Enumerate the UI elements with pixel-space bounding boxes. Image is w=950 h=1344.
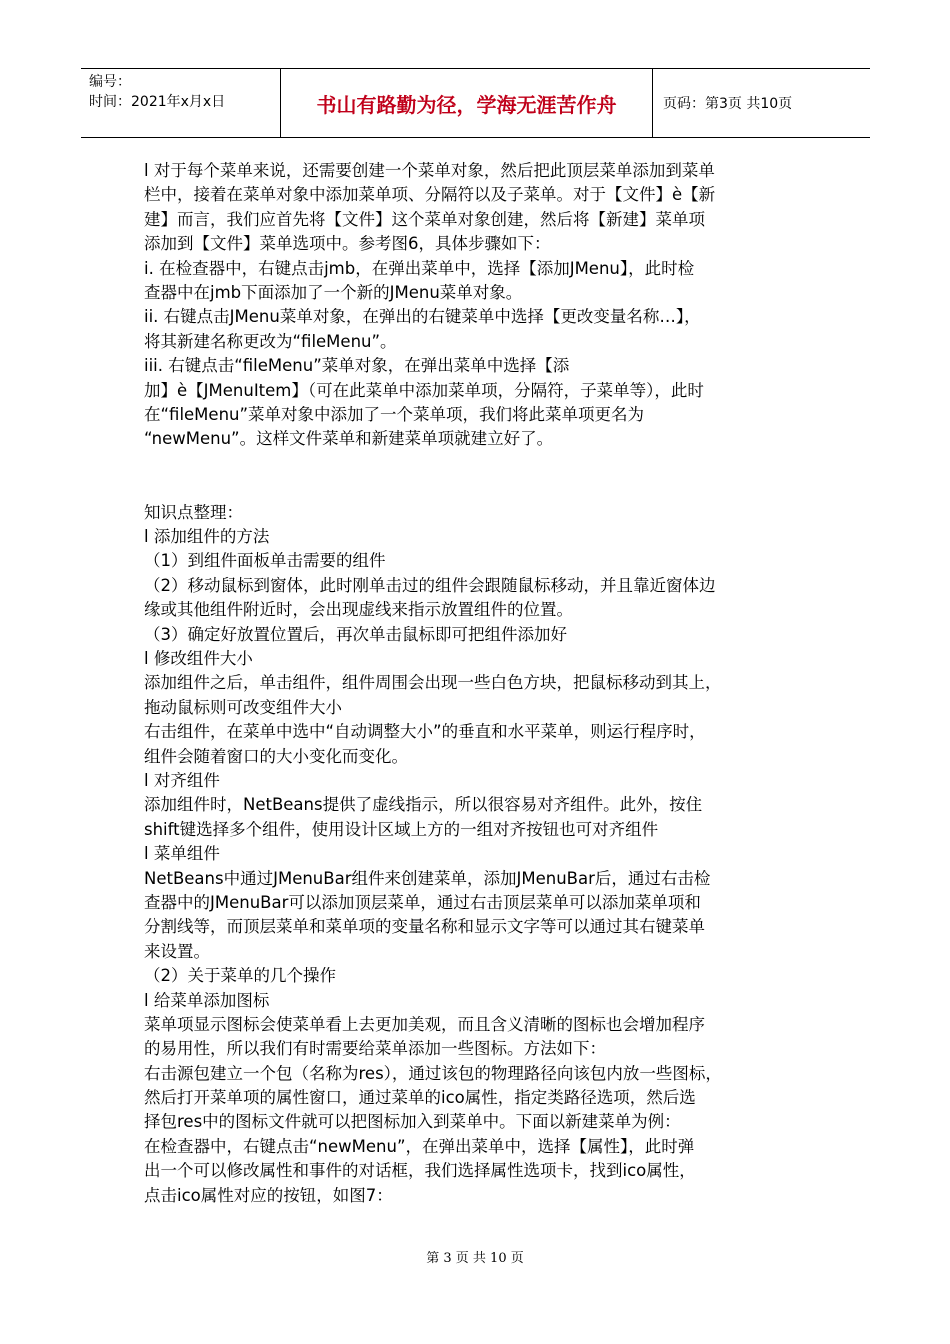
text-line: 菜单项显示图标会使菜单看上去更加美观，而且含义清晰的图标也会增加程序 xyxy=(144,1014,705,1034)
text-line: 的易用性，所以我们有时需要给菜单添加一些图标。方法如下： xyxy=(144,1039,606,1059)
text-line: shift键选择多个组件，使用设计区域上方的一组对齐按钮也可对齐组件 xyxy=(144,819,659,839)
document-body xyxy=(144,159,814,1208)
text-line: iii. 右键点击“fileMenu”菜单对象，在弹出菜单中选择【添 xyxy=(144,356,570,376)
text-line: 加】è【JMenuItem】（可在此菜单中添加菜单项，分隔符，子菜单等），此时 xyxy=(144,380,704,400)
page-header xyxy=(81,68,870,138)
text-line: （2）移动鼠标到窗体，此时刚单击过的组件会跟随鼠标移动，并且靠近窗体边 xyxy=(144,575,716,595)
text-line: （2）关于菜单的几个操作 xyxy=(144,966,336,986)
section-menu-steps xyxy=(144,159,814,452)
text-line: l 修改组件大小 xyxy=(144,649,253,669)
text-line: 在“fileMenu”菜单对象中添加了一个菜单项，我们将此菜单项更名为 xyxy=(144,404,645,424)
text-line: 然后打开菜单项的属性窗口，通过菜单的ico属性，指定类路径选项，然后选 xyxy=(144,1088,696,1108)
text-line: 组件会随着窗口的大小变化而变化。 xyxy=(144,746,408,766)
text-line: l 菜单组件 xyxy=(144,844,220,864)
header-page-info: 页码：第3页 共10页 xyxy=(663,96,793,112)
text-line: l 对于每个菜单来说，还需要创建一个菜单对象，然后把此顶层菜单添加到菜单 xyxy=(144,161,715,180)
text-line: 在检查器中，右键点击“newMenu”，在弹出菜单中，选择【属性】，此时弹 xyxy=(144,1136,695,1156)
text-line: 查器中在jmb下面添加了一个新的JMenu菜单对象。 xyxy=(144,282,523,302)
text-line: NetBeans中通过JMenuBar组件来创建菜单，添加JMenuBar后，通过右击检 xyxy=(144,868,711,888)
text-line: 缘或其他组件附近时，会出现虚线来指示放置组件的位置。 xyxy=(144,600,573,620)
text-line: 右击组件，在菜单中选中“自动调整大小”的垂直和水平菜单，则运行程序时， xyxy=(144,722,706,742)
header-meta xyxy=(81,69,281,137)
text-line: （3）确定好放置位置后，再次单击鼠标即可把组件添加好 xyxy=(144,624,567,644)
text-line: 建】而言，我们应首先将【文件】这个菜单对象创建，然后将【新建】菜单项 xyxy=(144,209,705,229)
text-line: 添加组件时，NetBeans提供了虚线指示，所以很容易对齐组件。此外，按住 xyxy=(144,795,703,815)
text-line: 分割线等，而顶层菜单和菜单项的变量名称和显示文字等可以通过其右键菜单 xyxy=(144,917,705,937)
text-line: l 给菜单添加图标 xyxy=(144,990,270,1010)
code-label: 编号： xyxy=(89,74,131,90)
text-line: “newMenu”。这样文件菜单和新建菜单项就建立好了。 xyxy=(144,429,554,449)
section-knowledge-points xyxy=(144,501,814,1208)
text-line: 右击源包建立一个包（名称为res），通过该包的物理路径向该包内放一些图标， xyxy=(144,1063,722,1083)
text-line: l 对齐组件 xyxy=(144,770,220,790)
text-line: （1）到组件面板单击需要的组件 xyxy=(144,551,386,571)
text-line: 点击ico属性对应的按钮，如图7： xyxy=(144,1185,393,1205)
text-line: 将其新建名称更改为“fileMenu”。 xyxy=(144,331,397,351)
text-line: ii. 右键点击JMenu菜单对象，在弹出的右键菜单中选择【更改变量名称…】， xyxy=(144,307,701,327)
text-line: 出一个可以修改属性和事件的对话框，我们选择属性选项卡，找到ico属性， xyxy=(144,1161,696,1181)
text-line: 查器中的JMenuBar可以添加顶层菜单，通过右击顶层菜单可以添加菜单项和 xyxy=(144,892,701,912)
text-line: 择包res中的图标文件就可以把图标加入到菜单中。下面以新建菜单为例： xyxy=(144,1112,681,1132)
text-line: 来设置。 xyxy=(144,941,210,961)
text-line: 添加到【文件】菜单选项中。参考图6，具体步骤如下： xyxy=(144,234,551,254)
text-line: i. 在检查器中，右键点击jmb，在弹出菜单中，选择【添加JMenu】，此时检 xyxy=(144,258,695,278)
text-line: 知识点整理： xyxy=(144,502,243,522)
header-motto: 书山有路勤为径，学海无涯苦作舟 xyxy=(281,69,653,137)
text-line: 栏中，接着在菜单对象中添加菜单项、分隔符以及子菜单。对于【文件】è【新 xyxy=(144,185,716,205)
text-line: l 添加组件的方法 xyxy=(144,527,270,547)
section-gap xyxy=(144,452,814,501)
page-footer: 第 3 页 共 10 页 xyxy=(426,1251,524,1266)
time-label: 时间：2021年x月x日 xyxy=(89,94,226,110)
text-line: 添加组件之后，单击组件，组件周围会出现一些白色方块，把鼠标移动到其上， xyxy=(144,673,722,693)
text-line: 拖动鼠标则可改变组件大小 xyxy=(144,697,342,717)
